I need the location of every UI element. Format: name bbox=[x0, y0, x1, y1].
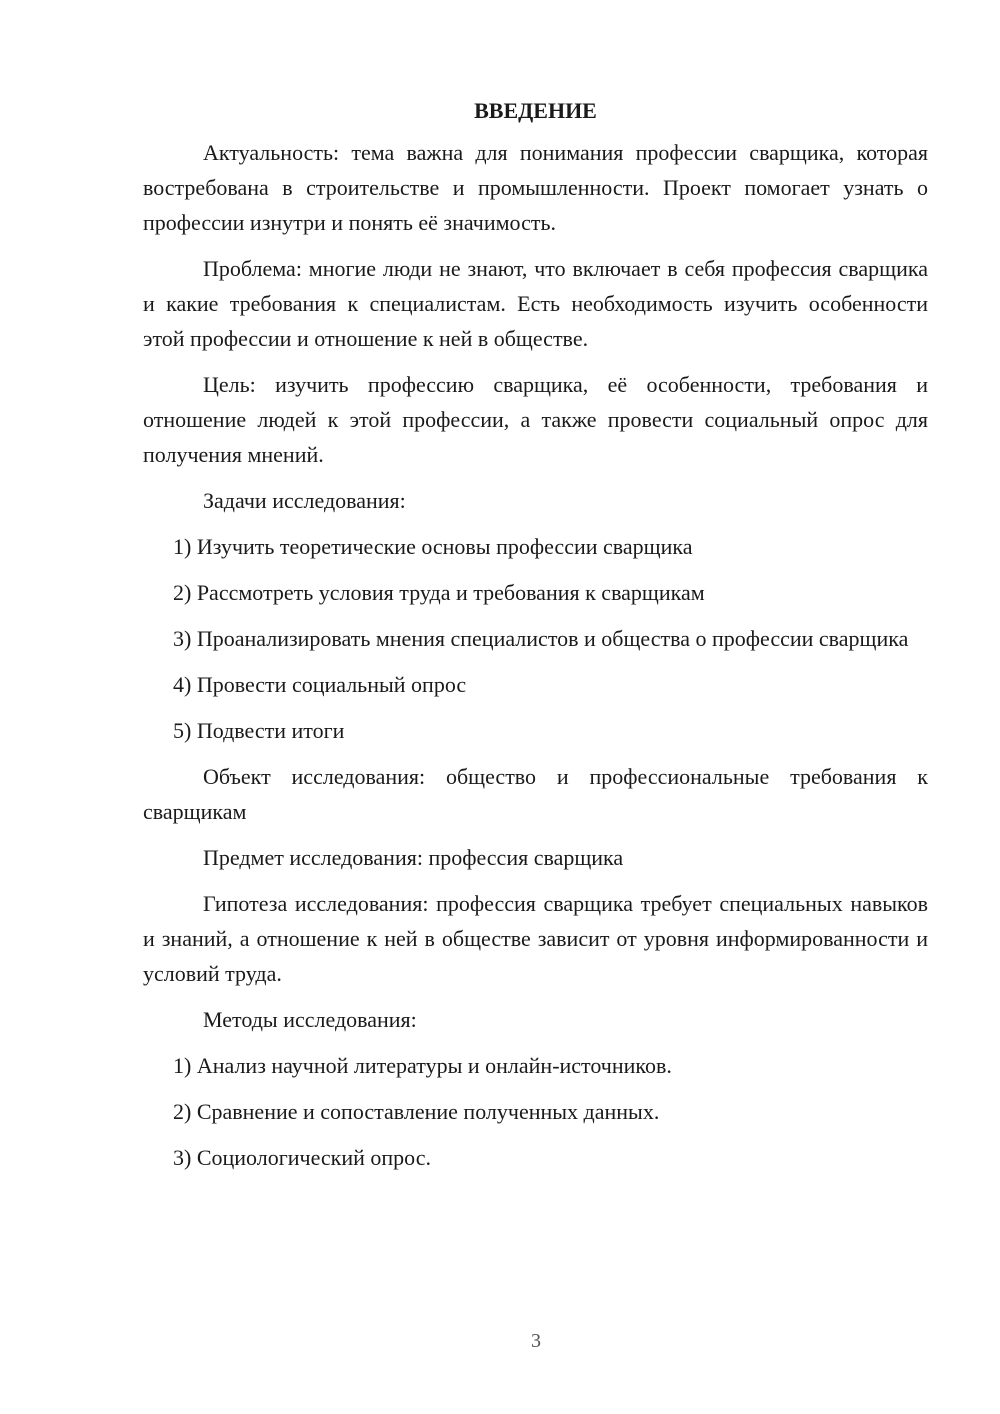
method-item: 1) Анализ научной литературы и онлайн-источников. bbox=[173, 1053, 672, 1078]
task-item: 3) Проанализировать мнения специалистов и общества о профессии сварщика bbox=[173, 626, 909, 651]
methods-heading: Методы исследования: bbox=[203, 1007, 417, 1032]
task-item: 1) Изучить теоретические основы профессии сварщика bbox=[173, 534, 693, 559]
task-item: 4) Провести социальный опрос bbox=[173, 672, 467, 697]
tasks-heading: Задачи исследования: bbox=[203, 488, 406, 513]
task-item: 5) Подвести итоги bbox=[173, 718, 345, 743]
hypothesis-paragraph: Гипотеза исследования: профессия сварщика требует специальных навыков и знаний, а отношение к ней в обществе зависит от уровня информированности и условий труда. bbox=[143, 891, 928, 986]
section-title: ВВЕДЕНИЕ bbox=[474, 98, 597, 123]
method-item: 2) Сравнение и сопоставление полученных данных. bbox=[173, 1099, 660, 1124]
subject-paragraph: Предмет исследования: профессия сварщика bbox=[203, 845, 624, 870]
object-paragraph: Объект исследования: общество и профессиональные требования к сварщикам bbox=[143, 764, 928, 824]
goal-paragraph: Цель: изучить профессию сварщика, её особенности, требования и отношение людей к этой профессии, а также провести социальный опрос для получения мнений. bbox=[143, 372, 928, 467]
method-item: 3) Социологический опрос. bbox=[173, 1145, 431, 1170]
page-number: 3 bbox=[531, 1330, 541, 1352]
relevance-paragraph: Актуальность: тема важна для понимания профессии сварщика, которая востребована в строительстве и промышленности. Проект помогает узнать о профессии изнутри и понять её значимость. bbox=[143, 140, 928, 235]
task-item: 2) Рассмотреть условия труда и требования к сварщикам bbox=[173, 580, 705, 605]
document-page bbox=[143, 92, 928, 1186]
problem-paragraph: Проблема: многие люди не знают, что включает в себя профессия сварщика и какие требования к специалистам. Есть необходимость изучить особенности этой профессии и отношение к ней в обществе. bbox=[143, 256, 928, 351]
